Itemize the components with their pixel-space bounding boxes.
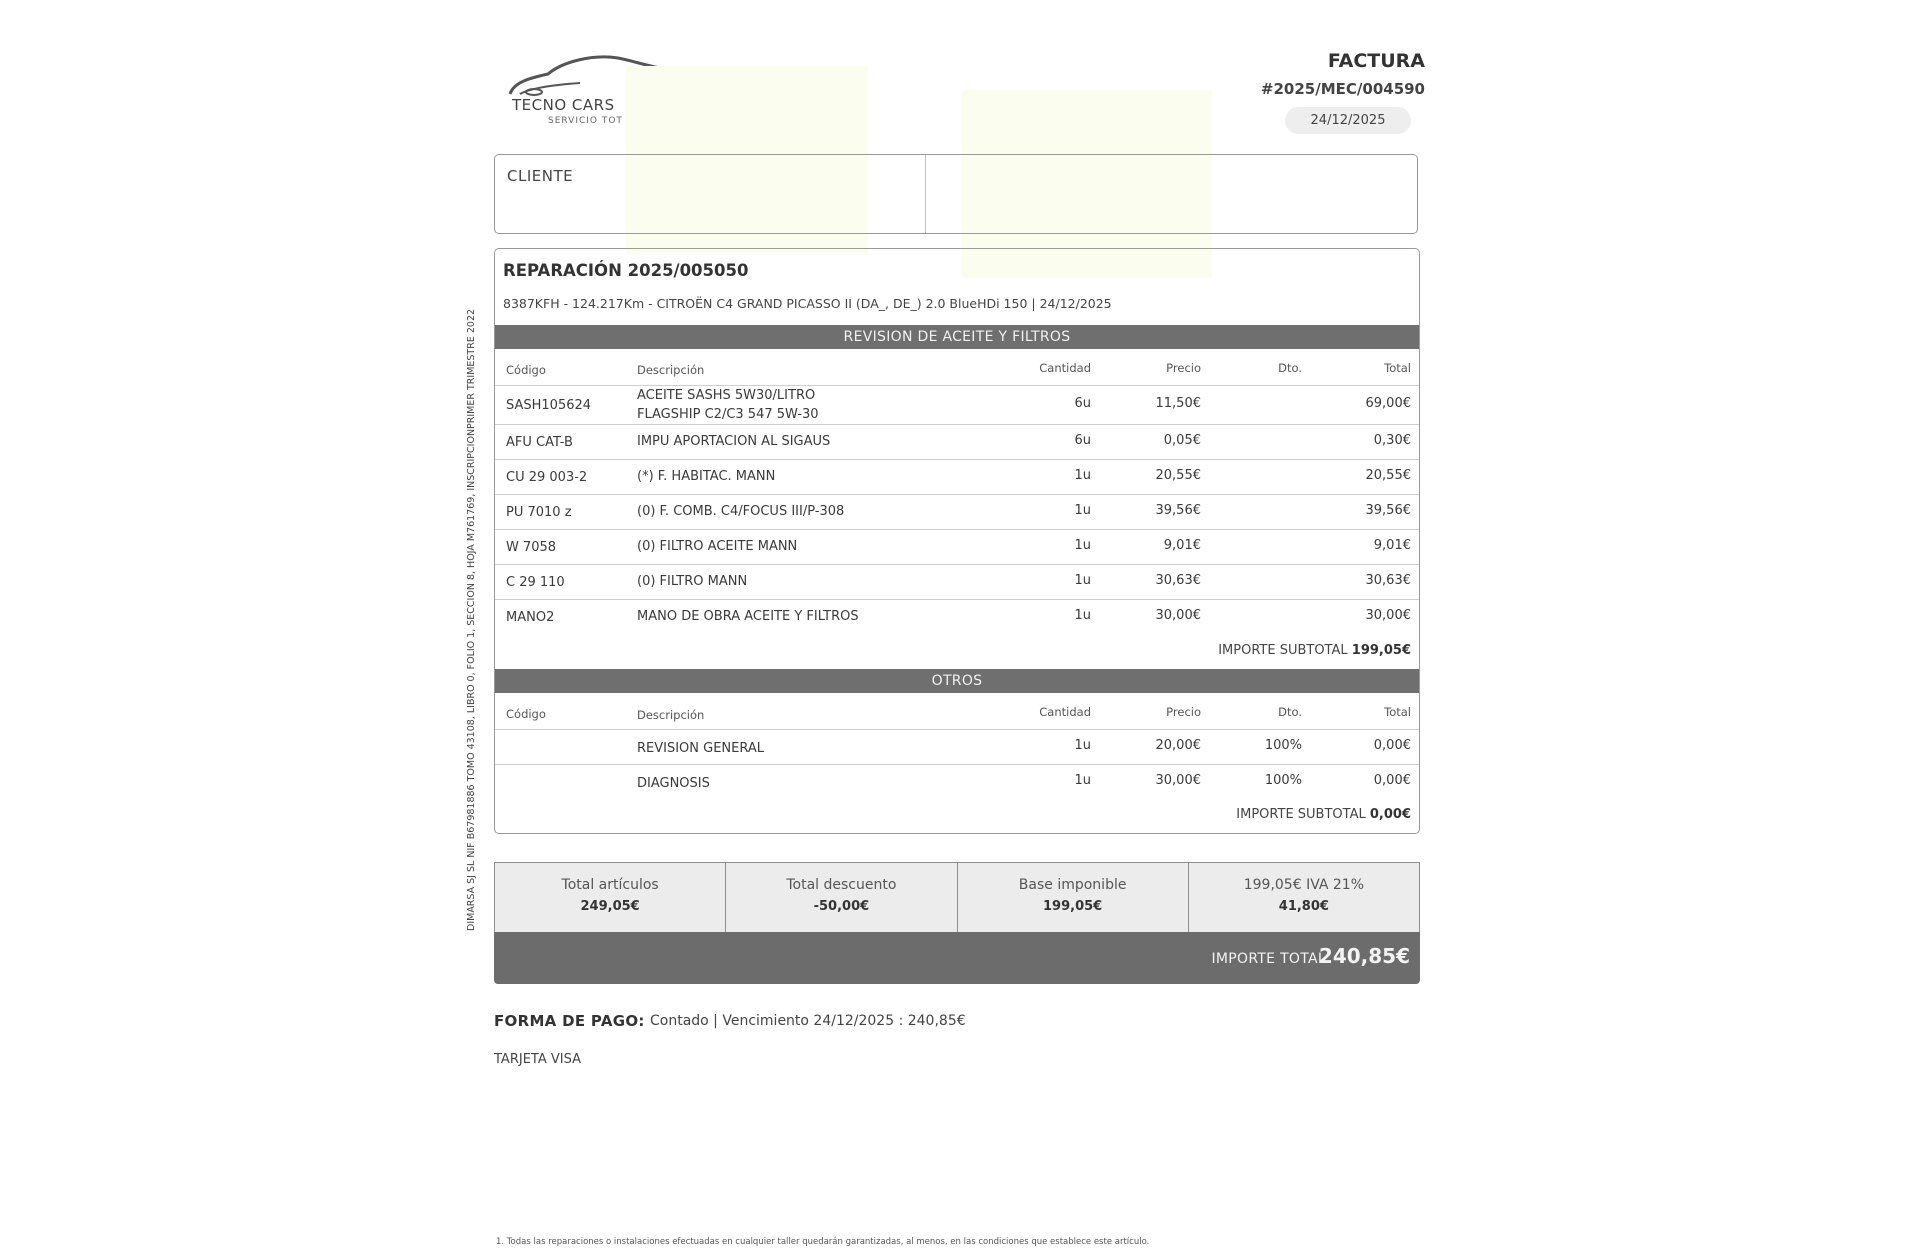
table-row <box>495 460 1419 495</box>
item-code: W 7058 <box>506 540 557 555</box>
col-total: Total <box>1384 361 1411 375</box>
document-type: FACTURA <box>1327 50 1425 72</box>
subtotal-value: 199,05€ <box>1351 643 1411 658</box>
item-desc: MANO DE OBRA ACEITE Y FILTROS <box>637 609 859 624</box>
table-row <box>495 495 1419 530</box>
col-qty: Cantidad <box>1039 361 1091 375</box>
totals-summary <box>494 862 1420 934</box>
payment-text: Contado | Vencimiento 24/12/2025 : 240,85€ <box>650 1013 966 1029</box>
item-desc: (0) FILTRO ACEITE MANN <box>637 539 798 554</box>
item-qty: 1u <box>1074 573 1091 588</box>
grand-total-value: 240,85€ <box>1318 944 1410 968</box>
item-desc: REVISION GENERAL <box>637 741 765 756</box>
item-code: C 29 110 <box>506 575 565 590</box>
subtotal-label: IMPORTE SUBTOTAL <box>1236 807 1366 822</box>
item-desc: (0) F. COMB. C4/FOCUS III/P-308 <box>637 504 845 519</box>
item-dto: 100% <box>1264 738 1302 753</box>
item-total: 69,00€ <box>1365 396 1411 411</box>
total-articles-label: Total artículos <box>561 877 659 893</box>
table-row <box>495 425 1419 460</box>
item-code: AFU CAT-B <box>506 435 573 450</box>
section-subtotal <box>1236 807 1411 822</box>
section-band: OTROS <box>495 669 1419 693</box>
col-total: Total <box>1384 705 1411 719</box>
item-qty: 1u <box>1074 773 1091 788</box>
col-price: Precio <box>1166 705 1201 719</box>
item-price: 9,01€ <box>1163 538 1201 553</box>
vehicle-info: 8387KFH - 124.217Km - CITROËN C4 GRAND PICASSO II (DA_, DE_) 2.0 BlueHDi 150 | 24/12/2025 <box>503 296 1112 311</box>
item-qty: 6u <box>1074 396 1091 411</box>
item-price: 30,00€ <box>1155 773 1201 788</box>
col-code: Código <box>506 363 546 377</box>
item-desc: DIAGNOSIS <box>637 776 710 791</box>
item-price: 30,63€ <box>1155 573 1201 588</box>
iva-label: 199,05€ IVA 21% <box>1243 877 1365 893</box>
item-total: 0,00€ <box>1373 738 1411 753</box>
total-discount-cell <box>726 863 957 933</box>
col-qty: Cantidad <box>1039 705 1091 719</box>
item-price: 39,56€ <box>1155 503 1201 518</box>
grand-total-label: IMPORTE TOTAL <box>1211 951 1326 967</box>
table-header-row <box>495 693 1419 730</box>
payment-card: TARJETA VISA <box>494 1052 581 1067</box>
grand-total-bar <box>494 932 1420 984</box>
item-qty: 1u <box>1074 738 1091 753</box>
item-price: 30,00€ <box>1155 608 1201 623</box>
item-code: SASH105624 <box>506 398 592 413</box>
item-desc: (*) F. HABITAC. MANN <box>637 469 776 484</box>
table-row <box>495 600 1419 634</box>
col-code: Código <box>506 707 546 721</box>
table-row <box>495 765 1419 799</box>
table-row <box>495 565 1419 600</box>
item-desc: ACEITE SASHS 5W30/LITRO <box>637 388 816 403</box>
item-price: 20,00€ <box>1155 738 1201 753</box>
table-row <box>495 530 1419 565</box>
table-row <box>495 730 1419 765</box>
tax-base-label: Base imponible <box>1018 877 1127 893</box>
repair-title: REPARACIÓN 2025/005050 <box>503 261 749 280</box>
item-dto: 100% <box>1264 773 1302 788</box>
company-name: TECNO CARS <box>512 96 615 114</box>
table-row <box>495 386 1419 425</box>
item-qty: 1u <box>1074 468 1091 483</box>
item-code: CU 29 003-2 <box>506 470 588 485</box>
company-tagline: SERVICIO TOT <box>548 116 623 126</box>
client-box <box>494 154 1418 234</box>
item-qty: 1u <box>1074 538 1091 553</box>
item-total: 0,00€ <box>1373 773 1411 788</box>
footnote: 1. Todas las reparaciones o instalaciones efectuadas en cualquier taller quedarán garantizadas, al menos, en las condiciones que establece este artículo. <box>496 1237 1150 1247</box>
item-price: 20,55€ <box>1155 468 1201 483</box>
col-dto: Dto. <box>1278 361 1302 375</box>
total-discount-value: -50,00€ <box>813 899 870 914</box>
client-divider <box>925 155 926 233</box>
item-total: 30,00€ <box>1365 608 1411 623</box>
item-price: 0,05€ <box>1163 433 1201 448</box>
total-articles-cell <box>495 863 726 933</box>
item-code: PU 7010 z <box>506 505 572 520</box>
tax-base-cell <box>958 863 1189 933</box>
col-dto: Dto. <box>1278 705 1302 719</box>
item-price: 11,50€ <box>1155 396 1201 411</box>
item-qty: 1u <box>1074 608 1091 623</box>
item-desc: IMPU APORTACION AL SIGAUS <box>637 434 831 449</box>
table-header-row <box>495 349 1419 386</box>
col-price: Precio <box>1166 361 1201 375</box>
iva-value: 41,80€ <box>1278 899 1329 914</box>
invoice-date: 24/12/2025 <box>1285 107 1411 134</box>
item-total: 39,56€ <box>1365 503 1411 518</box>
col-desc: Descripción <box>637 708 705 722</box>
total-discount-label: Total descuento <box>786 877 897 893</box>
item-qty: 6u <box>1074 433 1091 448</box>
item-total: 20,55€ <box>1365 468 1411 483</box>
invoice-number: #2025/MEC/004590 <box>1260 80 1425 98</box>
item-code: MANO2 <box>506 610 555 625</box>
item-total: 9,01€ <box>1373 538 1411 553</box>
subtotal-label: IMPORTE SUBTOTAL <box>1218 643 1348 658</box>
col-desc: Descripción <box>637 363 705 377</box>
tax-base-value: 199,05€ <box>1043 899 1103 914</box>
section-subtotal <box>1218 643 1411 658</box>
payment-label: FORMA DE PAGO: <box>494 1012 645 1030</box>
repair-box <box>494 248 1420 834</box>
item-qty: 1u <box>1074 503 1091 518</box>
item-total: 0,30€ <box>1373 433 1411 448</box>
item-total: 30,63€ <box>1365 573 1411 588</box>
total-articles-value: 249,05€ <box>580 899 640 914</box>
client-label: CLIENTE <box>507 167 574 185</box>
iva-cell <box>1189 863 1419 933</box>
subtotal-value: 0,00€ <box>1369 807 1411 822</box>
registry-side-text: DIMARSA SJ SL NIF B67981886 TOMO 43108, LIBRO 0, FOLIO 1, SECCION 8, HOJA M761769, INSCRIPCIONPRIMER TRIMESTRE 2022 <box>466 308 477 931</box>
item-desc-line2: FLAGSHIP C2/C3 547 5W-30 <box>637 407 819 422</box>
section-band: REVISION DE ACEITE Y FILTROS <box>495 325 1419 349</box>
item-desc: (0) FILTRO MANN <box>637 574 748 589</box>
